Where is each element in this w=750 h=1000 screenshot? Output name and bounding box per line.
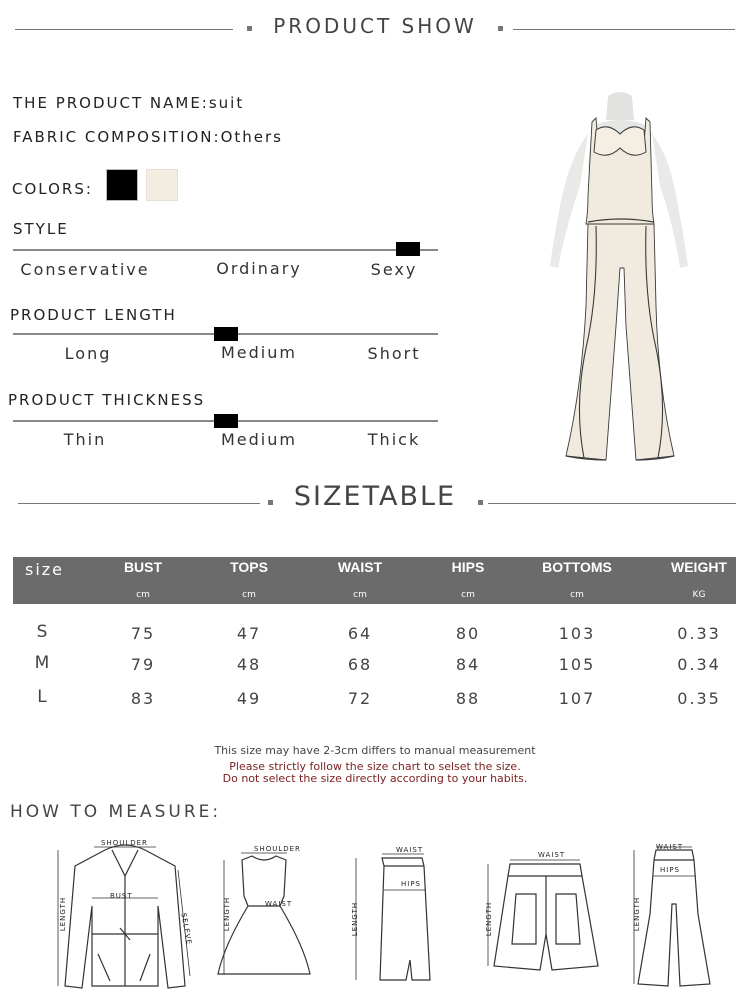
table-cell: 75 [130, 624, 156, 643]
label-length: LENGTH [59, 896, 68, 932]
table-cell: 79 [130, 655, 156, 674]
sizetable-line-right [488, 503, 736, 504]
color-swatch-black[interactable] [106, 169, 138, 201]
table-cell: L [37, 687, 49, 707]
length-title: PRODUCT LENGTH [10, 306, 177, 324]
table-cell: 105 [558, 655, 596, 674]
label-shoulder: SHOULDER [101, 839, 148, 847]
col-bottoms: BOTTOMS [542, 559, 612, 575]
table-cell: 88 [455, 689, 481, 708]
label-hips: HIPS [660, 866, 680, 874]
color-swatch-cream[interactable] [146, 169, 178, 201]
shorts-diagram [476, 854, 606, 974]
style-marker [396, 242, 420, 256]
label-sleeve: SELEVE [179, 912, 193, 946]
header-dot-right [498, 26, 503, 31]
product-name: THE PRODUCT NAME:suit [13, 94, 245, 112]
table-cell: 64 [347, 624, 373, 643]
label-waist: WAIST [396, 846, 424, 854]
page-title: PRODUCT SHOW [273, 14, 477, 38]
label-hips: HIPS [401, 880, 421, 888]
size-note: This size may have 2-3cm differs to manual measurement [214, 744, 536, 757]
thickness-title: PRODUCT THICKNESS [8, 391, 206, 409]
label-bust: BUST [110, 892, 133, 900]
table-cell: 103 [558, 624, 596, 643]
length-marker [214, 327, 238, 341]
label-length: LENGTH [351, 901, 360, 937]
style-scale-line [13, 249, 438, 251]
label-waist: WAIST [265, 900, 293, 908]
col-waist: WAIST [337, 559, 383, 575]
length-label-short: Short [367, 344, 421, 363]
col-bust-unit: cm [136, 590, 150, 600]
table-cell: 47 [236, 624, 262, 643]
table-cell: 68 [347, 655, 373, 674]
col-hips-unit: cm [461, 590, 475, 600]
how-to-measure-title: HOW TO MEASURE: [10, 802, 222, 822]
header-line-right [513, 29, 735, 30]
table-cell: 72 [347, 689, 373, 708]
header-dot-left [247, 26, 252, 31]
label-length: LENGTH [485, 901, 494, 937]
table-cell: 49 [236, 689, 262, 708]
jacket-diagram [50, 836, 200, 996]
header-line-left [15, 29, 233, 30]
label-waist: WAIST [656, 843, 684, 851]
col-tops: TOPS [230, 559, 268, 575]
sizetable-title: SIZETABLE [293, 481, 457, 512]
colors-label: COLORS: [12, 180, 93, 198]
col-waist-unit: cm [353, 590, 367, 600]
table-cell: M [34, 653, 52, 673]
sizetable-line-left [18, 503, 260, 504]
style-label-ordinary: Ordinary [216, 259, 302, 278]
col-bust: BUST [123, 559, 163, 575]
thickness-marker [214, 414, 238, 428]
table-cell: 107 [558, 689, 596, 708]
col-weight: WEIGHT [671, 559, 727, 575]
sizetable-dot-left [268, 500, 273, 505]
col-size: size [25, 560, 65, 579]
style-title: STYLE [13, 220, 69, 238]
table-cell: S [36, 622, 50, 642]
col-tops-unit: cm [242, 590, 256, 600]
thickness-label-thick: Thick [367, 430, 421, 449]
length-label-medium: Medium [221, 343, 297, 362]
col-hips: HIPS [451, 559, 485, 575]
table-cell: 0.34 [677, 655, 721, 674]
mannequin-figure [550, 92, 688, 460]
sizetable-dot-right [478, 500, 483, 505]
label-waist: WAIST [538, 851, 566, 859]
thickness-label-medium: Medium [221, 430, 297, 449]
table-cell: 0.35 [677, 689, 721, 708]
fabric-composition: FABRIC COMPOSITION:Others [13, 128, 283, 146]
table-cell: 83 [130, 689, 156, 708]
size-warning-1: Please strictly follow the size chart to selset the size. [229, 760, 521, 773]
style-label-sexy: Sexy [370, 260, 418, 279]
product-photo [540, 86, 700, 468]
col-bottoms-unit: cm [570, 590, 584, 600]
table-cell: 84 [455, 655, 481, 674]
size-warning-2: Do not select the size directly according to your habits. [222, 772, 528, 785]
label-length: LENGTH [223, 896, 232, 932]
table-cell: 80 [455, 624, 481, 643]
col-weight-unit: KG [692, 590, 706, 600]
style-label-conservative: Conservative [20, 260, 150, 279]
length-label-long: Long [64, 344, 112, 363]
table-cell: 48 [236, 655, 262, 674]
label-shoulder: SHOULDER [254, 845, 301, 853]
thickness-label-thin: Thin [63, 430, 107, 449]
label-length: LENGTH [633, 896, 642, 932]
table-cell: 0.33 [677, 624, 721, 643]
